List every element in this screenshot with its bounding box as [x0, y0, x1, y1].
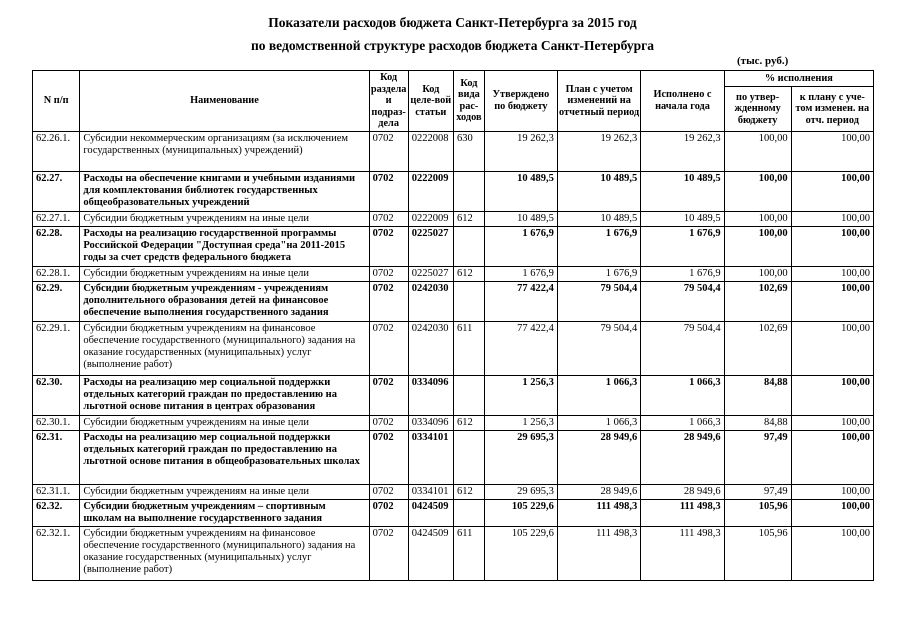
- cell-pct-plan: 100,00: [791, 281, 873, 321]
- cell-approved: 77 422,4: [484, 281, 557, 321]
- cell-approved: 29 695,3: [484, 484, 557, 499]
- cell-approved: 29 695,3: [484, 430, 557, 484]
- cell-executed: 111 498,3: [641, 499, 724, 526]
- cell-np: 62.27.1.: [33, 211, 80, 226]
- cell-pct-approved: 100,00: [724, 226, 791, 266]
- cell-vid: [453, 499, 484, 526]
- cell-pct-approved: 105,96: [724, 526, 791, 580]
- cell-plan: 1 066,3: [557, 375, 640, 415]
- cell-pct-approved: 105,96: [724, 499, 791, 526]
- table-row: [33, 430, 874, 484]
- header-np: N п/п: [33, 71, 80, 132]
- cell-executed: 79 504,4: [641, 321, 724, 375]
- table-row: [33, 321, 874, 375]
- header-pct-plan: к плану с уче-том изменен. на отч. период: [791, 87, 873, 131]
- cell-pct-plan: 100,00: [791, 430, 873, 484]
- cell-name: Субсидии бюджетным учреждениям на иные цели: [80, 484, 369, 499]
- cell-plan: 19 262,3: [557, 131, 640, 171]
- cell-pct-plan: 100,00: [791, 499, 873, 526]
- cell-pct-approved: 97,49: [724, 484, 791, 499]
- cell-vid: 611: [453, 321, 484, 375]
- cell-vid: 612: [453, 415, 484, 430]
- cell-razd: 0702: [369, 281, 408, 321]
- cell-pct-approved: 97,49: [724, 430, 791, 484]
- cell-razd: 0702: [369, 430, 408, 484]
- cell-name: Субсидии некоммерческим организациям (за исключением государственных (муниципальных) учреждений): [80, 131, 369, 171]
- table-row: [33, 266, 874, 281]
- table-row: [33, 375, 874, 415]
- cell-stat: 0222009: [408, 171, 453, 211]
- cell-name: Расходы на реализацию мер социальной поддержки отдельных категорий граждан по предоставлению на льготной основе питания в центрах образования: [80, 375, 369, 415]
- table-row: [33, 526, 874, 580]
- cell-pct-approved: 100,00: [724, 171, 791, 211]
- cell-name: Расходы на реализацию мер социальной поддержки отдельных категорий граждан по предоставлению на льготной основе питания в общеобразовательных школах: [80, 430, 369, 484]
- cell-np: 62.32.: [33, 499, 80, 526]
- cell-approved: 19 262,3: [484, 131, 557, 171]
- cell-stat: 0225027: [408, 226, 453, 266]
- table-row: [33, 226, 874, 266]
- table-row: [33, 171, 874, 211]
- cell-name: Субсидии бюджетным учреждениям на иные цели: [80, 415, 369, 430]
- cell-plan: 79 504,4: [557, 321, 640, 375]
- cell-name: Субсидии бюджетным учреждениям на иные цели: [80, 266, 369, 281]
- title-line-2: по ведомственной структуре расходов бюджета Санкт-Петербурга: [250, 38, 655, 53]
- header-utv: Утверждено по бюджету: [484, 71, 557, 132]
- cell-executed: 10 489,5: [641, 171, 724, 211]
- cell-executed: 1 676,9: [641, 266, 724, 281]
- budget-table: [32, 70, 874, 581]
- cell-pct-plan: 100,00: [791, 131, 873, 171]
- cell-np: 62.32.1.: [33, 526, 80, 580]
- cell-plan: 10 489,5: [557, 171, 640, 211]
- cell-vid: [453, 226, 484, 266]
- cell-approved: 105 229,6: [484, 526, 557, 580]
- cell-executed: 111 498,3: [641, 526, 724, 580]
- header-razd: Код раздела и подраз-дела: [370, 72, 407, 129]
- cell-plan: 111 498,3: [557, 499, 640, 526]
- cell-approved: 10 489,5: [484, 211, 557, 226]
- header-pct-approved: по утвер-жденному бюджету: [724, 87, 791, 131]
- cell-pct-plan: 100,00: [791, 321, 873, 375]
- cell-plan: 79 504,4: [557, 281, 640, 321]
- cell-vid: 612: [453, 484, 484, 499]
- cell-pct-approved: 102,69: [724, 281, 791, 321]
- cell-np: 62.31.1.: [33, 484, 80, 499]
- cell-pct-approved: 100,00: [724, 131, 791, 171]
- cell-stat: 0222008: [408, 131, 453, 171]
- cell-executed: 79 504,4: [641, 281, 724, 321]
- table-row: [33, 211, 874, 226]
- cell-razd: 0702: [369, 321, 408, 375]
- table-row: [33, 415, 874, 430]
- cell-vid: 630: [453, 131, 484, 171]
- cell-np: 62.28.1.: [33, 266, 80, 281]
- table-header: [33, 71, 874, 132]
- cell-pct-plan: 100,00: [791, 526, 873, 580]
- cell-razd: 0702: [369, 211, 408, 226]
- cell-name: Субсидии бюджетным учреждениям на иные цели: [80, 211, 369, 226]
- cell-plan: 28 949,6: [557, 430, 640, 484]
- cell-approved: 1 256,3: [484, 415, 557, 430]
- cell-plan: 111 498,3: [557, 526, 640, 580]
- cell-np: 62.30.1.: [33, 415, 80, 430]
- cell-np: 62.27.: [33, 171, 80, 211]
- cell-np: 62.29.: [33, 281, 80, 321]
- cell-stat: 0424509: [408, 499, 453, 526]
- cell-pct-plan: 100,00: [791, 415, 873, 430]
- cell-executed: 1 066,3: [641, 375, 724, 415]
- cell-approved: 77 422,4: [484, 321, 557, 375]
- cell-plan: 1 676,9: [557, 226, 640, 266]
- cell-vid: [453, 171, 484, 211]
- cell-razd: 0702: [369, 171, 408, 211]
- cell-plan: 1 066,3: [557, 415, 640, 430]
- cell-pct-approved: 100,00: [724, 211, 791, 226]
- cell-plan: 10 489,5: [557, 211, 640, 226]
- document-title: [0, 0, 905, 55]
- cell-approved: 1 676,9: [484, 266, 557, 281]
- cell-name: Субсидии бюджетным учреждениям - учреждениям дополнительного образования детей на финансовое обеспечение выполнения государственного задания: [80, 281, 369, 321]
- cell-vid: [453, 430, 484, 484]
- title-line-1: Показатели расходов бюджета Санкт-Петербурга за 2015 год: [268, 15, 637, 30]
- cell-pct-approved: 102,69: [724, 321, 791, 375]
- cell-pct-plan: 100,00: [791, 226, 873, 266]
- units-label: (тыс. руб.): [737, 55, 789, 67]
- cell-razd: 0702: [369, 526, 408, 580]
- cell-stat: 0225027: [408, 266, 453, 281]
- cell-executed: 10 489,5: [641, 211, 724, 226]
- cell-pct-approved: 84,88: [724, 415, 791, 430]
- cell-np: 62.28.: [33, 226, 80, 266]
- cell-executed: 1 676,9: [641, 226, 724, 266]
- cell-pct-plan: 100,00: [791, 211, 873, 226]
- cell-stat: 0222009: [408, 211, 453, 226]
- cell-razd: 0702: [369, 131, 408, 171]
- cell-razd: 0702: [369, 499, 408, 526]
- cell-razd: 0702: [369, 415, 408, 430]
- cell-approved: 10 489,5: [484, 171, 557, 211]
- cell-razd: 0702: [369, 266, 408, 281]
- cell-stat: 0334096: [408, 375, 453, 415]
- cell-vid: 612: [453, 266, 484, 281]
- cell-plan: 28 949,6: [557, 484, 640, 499]
- cell-np: 62.29.1.: [33, 321, 80, 375]
- cell-razd: 0702: [369, 375, 408, 415]
- cell-pct-approved: 84,88: [724, 375, 791, 415]
- cell-name: Расходы на обеспечение книгами и учебными изданиями для комплектования библиотек государственных общеобразовательных учреждений: [80, 171, 369, 211]
- cell-pct-plan: 100,00: [791, 484, 873, 499]
- cell-name: Расходы на реализацию государственной программы Российской Федерации "Доступная среда"на 2011-2015 годы за счет средств федерального бюджета: [80, 226, 369, 266]
- table-row: [33, 131, 874, 171]
- cell-stat: 0242030: [408, 281, 453, 321]
- header-stat: Код целе-вой статьи: [408, 71, 453, 132]
- cell-stat: 0334101: [408, 484, 453, 499]
- cell-vid: 612: [453, 211, 484, 226]
- cell-name: Субсидии бюджетным учреждениям – спортивным школам на выполнение государственного задания: [80, 499, 369, 526]
- cell-approved: 1 676,9: [484, 226, 557, 266]
- table-body: [33, 131, 874, 580]
- cell-approved: 1 256,3: [484, 375, 557, 415]
- table-row: [33, 484, 874, 499]
- cell-pct-plan: 100,00: [791, 375, 873, 415]
- table-row: [33, 499, 874, 526]
- cell-pct-approved: 100,00: [724, 266, 791, 281]
- cell-pct-plan: 100,00: [791, 171, 873, 211]
- cell-executed: 1 066,3: [641, 415, 724, 430]
- header-vid: Код вида рас-ходов: [453, 71, 484, 132]
- cell-razd: 0702: [369, 226, 408, 266]
- cell-name: Субсидии бюджетным учреждениям на финансовое обеспечение государственного (муниципального) задания на оказание государственных (муниципальных) услуг (выполнение работ): [80, 526, 369, 580]
- header-name: Наименование: [80, 71, 369, 132]
- cell-stat: 0242030: [408, 321, 453, 375]
- cell-np: 62.31.: [33, 430, 80, 484]
- cell-vid: [453, 375, 484, 415]
- cell-pct-plan: 100,00: [791, 266, 873, 281]
- cell-executed: 28 949,6: [641, 430, 724, 484]
- cell-vid: 611: [453, 526, 484, 580]
- cell-stat: 0334101: [408, 430, 453, 484]
- cell-executed: 28 949,6: [641, 484, 724, 499]
- cell-np: 62.30.: [33, 375, 80, 415]
- cell-stat: 0334096: [408, 415, 453, 430]
- cell-razd: 0702: [369, 484, 408, 499]
- cell-vid: [453, 281, 484, 321]
- cell-plan: 1 676,9: [557, 266, 640, 281]
- table-row: [33, 281, 874, 321]
- cell-stat: 0424509: [408, 526, 453, 580]
- cell-np: 62.26.1.: [33, 131, 80, 171]
- header-isp: Исполнено с начала года: [641, 71, 724, 132]
- header-pct: % исполнения: [724, 71, 873, 87]
- cell-executed: 19 262,3: [641, 131, 724, 171]
- header-plan: План с учетом изменений на отчетный период: [557, 71, 640, 132]
- cell-approved: 105 229,6: [484, 499, 557, 526]
- cell-name: Субсидии бюджетным учреждениям на финансовое обеспечение государственного (муниципального) задания на оказание государственных (муниципальных) услуг (выполнение работ): [80, 321, 369, 375]
